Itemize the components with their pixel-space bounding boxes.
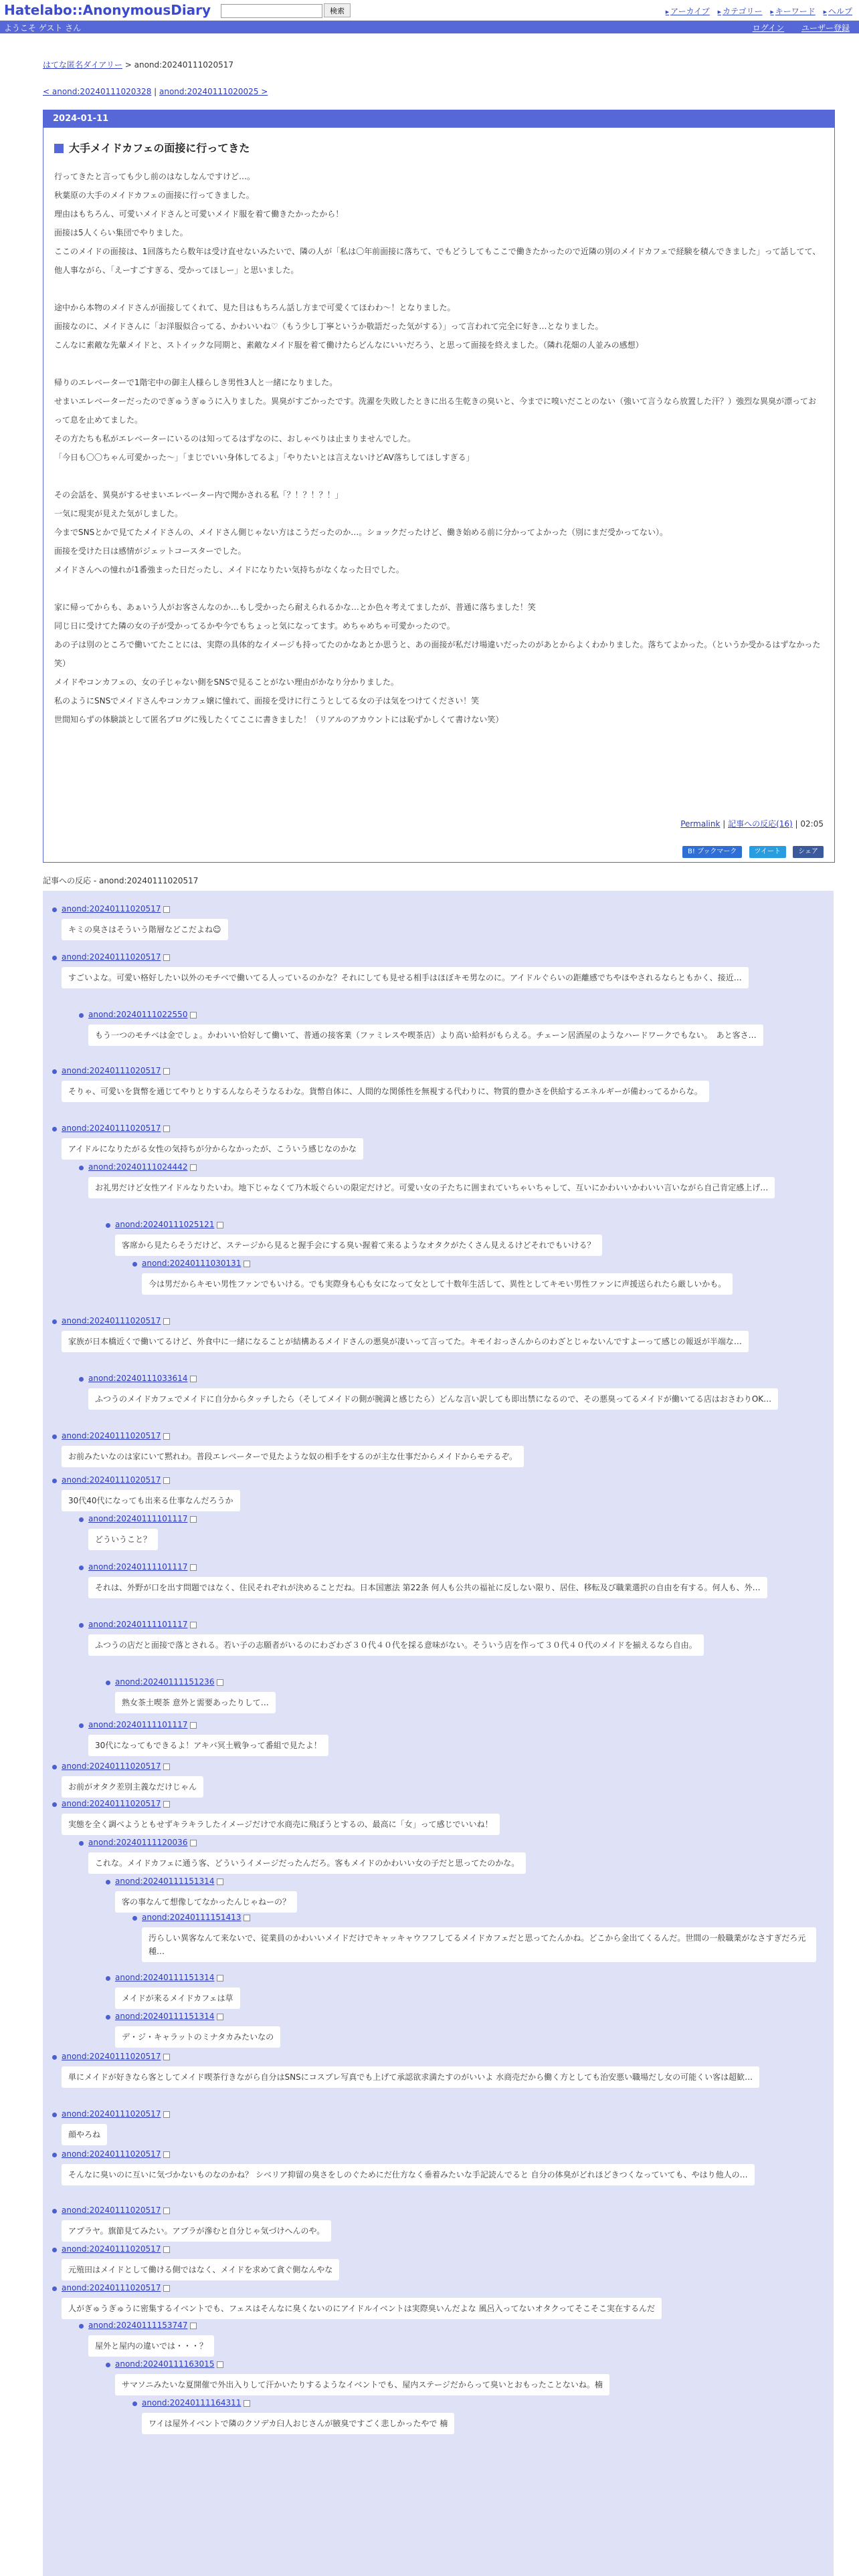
title-square-icon xyxy=(54,144,64,153)
reaction-link[interactable]: anond:20240111030131 xyxy=(142,1259,242,1268)
article-title[interactable] xyxy=(54,140,824,155)
reaction-item xyxy=(62,1123,816,1154)
reaction-text: これな。メイドカフェに通う客、どういうイメージだったんだろ。客もメイドのかわいい女の子だと思ってたのかな。 xyxy=(88,1852,526,1874)
article-paragraph: こんなに素敵な先輩メイドと、ストイックな同期と、素敵なメイド服を着て働けたらどんなにいいだろう、と思って面接を終えました。（隣れ花畑の人並みの感想） xyxy=(54,340,644,350)
reaction-item xyxy=(115,1677,816,1707)
reaction-item xyxy=(88,1162,816,1192)
article-paragraph: 家に帰ってからも、あぁいう人がお客さんなのか…もし受かったら耐えられるかな…とか色々考えてましたが、普通に落ちました！笑 xyxy=(54,603,536,612)
collapse-toggle-icon[interactable] xyxy=(217,1975,223,1981)
article-paragraph: 理由はもちろん、可愛いメイドさんと可愛いメイド服を着て働きたかったから！ xyxy=(54,209,344,219)
reaction-link[interactable]: anond:20240111020517 xyxy=(62,1761,161,1771)
reaction-link[interactable]: anond:20240111020517 xyxy=(62,904,161,914)
reaction-link[interactable]: anond:20240111151413 xyxy=(142,1913,242,1922)
reaction-item xyxy=(88,1374,816,1404)
reaction-link[interactable]: anond:20240111033614 xyxy=(88,1374,188,1383)
nav-help[interactable]: ▶ ヘルプ xyxy=(824,7,852,16)
collapse-toggle-icon[interactable] xyxy=(190,1164,197,1171)
collapse-toggle-icon[interactable] xyxy=(190,2323,197,2329)
article-paragraph: 途中から本物のメイドさんが面接してくれて、見た目はもちろん話し方まで可愛くてほわわ〜！となりました。 xyxy=(54,303,456,312)
tree-bullet-icon xyxy=(79,1377,84,1382)
pager xyxy=(43,87,268,96)
reaction-item xyxy=(115,1220,816,1250)
article-paragraph: ここのメイドの面接は、1回落ちたら数年は受け直せないみたいで、隣の人が「私は〇年前面接に落ちて、でもどうしてもここで働きたかったので近隣の別のメイドカフェで経験を積んできました」って話してて、他人事ながら、「えーすごすぎる、受かってほしー」と思いました。 xyxy=(54,247,821,275)
reaction-link[interactable]: anond:20240111020517 xyxy=(62,2244,161,2254)
reaction-text: どういうこと？ xyxy=(88,1529,158,1550)
reaction-text: お礼男だけど女性アイドルなりたいわ。地下じゃなくて乃木坂ぐらいの限定だけど。可愛い女の子たちに囲まれていちゃいちゃして、互いにかわいいかわいい言いながら自己肯定感上げ… xyxy=(88,1177,775,1198)
reactions-tree xyxy=(43,891,834,2576)
tweet-button[interactable]: ツイート xyxy=(749,846,787,858)
reaction-text: デ・ジ・キャラットのミナタカみたいなの xyxy=(115,2026,280,2048)
reaction-text: キミの臭さはそういう階層などこだよね☺ xyxy=(62,919,228,940)
reaction-link[interactable]: anond:20240111024442 xyxy=(88,1162,188,1172)
collapse-toggle-icon[interactable] xyxy=(163,1763,170,1770)
tree-bullet-icon xyxy=(52,2248,57,2252)
article-paragraph: 今までSNSとかで見てたメイドさんの、メイドさん側じゃない方はこうだったのか…。ショックだったけど、働き始める前に分かってよかった（別にまだ受かってない）。 xyxy=(54,528,668,537)
reaction-text: メイドが来るメイドカフェは草 xyxy=(115,1988,240,2009)
reaction-item xyxy=(62,1761,816,1792)
article-paragraph: その会話を、異臭がするせまいエレベーター内で聞かされる私「？！？！？！」 xyxy=(54,490,343,500)
reaction-link[interactable]: anond:20240111020517 xyxy=(62,2283,161,2292)
reaction-text: お前みたいなのは家にいて黙れわ。普段エレベーターで見たような奴の相手をするのが主な仕事だからメイドからモテるぞ。 xyxy=(62,1446,524,1467)
reaction-text: ワイは屋外イベントで隣のクソデカ臼人おじさんが腋臭ですごく悲しかったやで 楠 xyxy=(142,2413,454,2434)
tree-bullet-icon xyxy=(79,1723,84,1728)
tree-bullet-icon xyxy=(52,1434,57,1439)
article-title-text: 大手メイドカフェの面接に行ってきた xyxy=(69,142,250,154)
reaction-text: 客席から見たらそうだけど、ステージから見ると握手会にする臭い握着て来るようなオタクがたくさん見えるけどそれでもいける？ xyxy=(115,1235,602,1256)
breadcrumb-current: anond:20240111020517 xyxy=(134,60,234,70)
reaction-item xyxy=(62,2206,816,2236)
tree-bullet-icon xyxy=(52,2209,57,2214)
reaction-text: 熟女茶土喫茶 意外と需要あったりして… xyxy=(115,1692,276,1713)
breadcrumb xyxy=(43,59,233,70)
reactions-link[interactable]: 記事への反応(16) xyxy=(728,819,793,829)
collapse-toggle-icon[interactable] xyxy=(163,954,170,961)
tree-bullet-icon xyxy=(79,2324,84,2329)
article-paragraph: 面接なのに、メイドさんに「お洋服似合ってる、かわいいね♡（もう少し丁寧というか敬語だった気がする）」って言われて完全に好き…となりました。 xyxy=(54,322,603,331)
reaction-link[interactable]: anond:20240111020517 xyxy=(62,1316,161,1325)
reaction-link[interactable]: anond:20240111101117 xyxy=(88,1720,188,1729)
tree-bullet-icon xyxy=(106,2363,110,2367)
collapse-toggle-icon[interactable] xyxy=(217,2361,223,2368)
article-paragraph: 面接は5人くらい集団でやりました。 xyxy=(54,228,188,237)
article-paragraph: 「今日も〇〇ちゃん可愛かった〜」「まじでいい身体してるよ」「やりたいとは言えないけどAV落ちしてほしすぎる」 xyxy=(54,453,474,462)
collapse-toggle-icon[interactable] xyxy=(244,1261,250,1267)
collapse-toggle-icon[interactable] xyxy=(217,2014,223,2020)
reaction-item xyxy=(62,1475,816,1505)
reaction-item xyxy=(88,1720,816,1750)
reaction-text: 元殖田はメイドとして働ける側ではなく、メイドを求めて貪ぐ側なんやな xyxy=(62,2259,339,2280)
reaction-text: 今は男だからキモい男性ファンでもいける。でも実際身も心も女になって女として十数年生活して、異性としてキモい男性ファンに声援送られたら厳しいかも。 xyxy=(142,1273,733,1295)
reaction-item xyxy=(115,2012,816,2042)
collapse-toggle-icon[interactable] xyxy=(163,1068,170,1075)
reaction-item xyxy=(115,1876,816,1907)
collapse-toggle-icon[interactable] xyxy=(163,2208,170,2214)
user-bar xyxy=(0,21,859,33)
reaction-link[interactable]: anond:20240111151314 xyxy=(115,1876,215,1886)
login-link[interactable]: ログイン xyxy=(752,23,785,33)
tree-bullet-icon xyxy=(106,1976,110,1981)
reaction-link[interactable]: anond:20240111153747 xyxy=(88,2321,188,2330)
facebook-share-button[interactable]: シェア xyxy=(793,846,824,858)
reaction-text: それは、外野が口を出す問題ではなく、住民それぞれが決めることだね。日本国憲法 第22条 何人も公共の福祉に反しない限り、居住、移転及び職業選択の自由を有する。何人も、外… xyxy=(88,1577,767,1598)
reaction-text: もう一つのモチベは金でしょ。かわいい恰好して働いて、普通の接客業（ファミレスや喫茶店）より高い給料がもらえる。チェーン居酒屋のようなハードワークでもない。 あと客さ… xyxy=(88,1025,763,1046)
reaction-item xyxy=(88,1620,816,1650)
tree-bullet-icon xyxy=(52,1479,57,1483)
reaction-link[interactable]: anond:20240111101117 xyxy=(88,1562,188,1572)
reaction-link[interactable]: anond:20240111020517 xyxy=(62,1431,161,1440)
tree-bullet-icon xyxy=(52,907,57,912)
reaction-item xyxy=(62,1799,816,1829)
collapse-toggle-icon[interactable] xyxy=(163,1801,170,1808)
tree-bullet-icon xyxy=(79,1623,84,1628)
article-paragraph: 私のようにSNSでメイドさんやコンカフェ嬢に憧れて、面接を受けに行こうとしてる女の子は気をつけてください！笑 xyxy=(54,696,480,706)
permalink[interactable]: Permalink xyxy=(680,819,721,829)
reaction-text: 客の事なんて想像してなかったんじゃねーの？ xyxy=(115,1891,297,1913)
reaction-item xyxy=(62,952,816,982)
reaction-text: アイドルになりたがる女性の気持ちが分からなかったが、こういう感じなのかな xyxy=(62,1138,363,1160)
reaction-item xyxy=(62,1066,816,1096)
reaction-link[interactable]: anond:20240111020517 xyxy=(62,1066,161,1075)
welcome-text: ようこそ ゲスト さん xyxy=(4,23,82,33)
reaction-link[interactable]: anond:20240111020517 xyxy=(62,2206,161,2215)
reaction-text: 顔やろね xyxy=(62,2124,107,2145)
reaction-text: アプラヤ。旗節見てみたい。アブラが滲むと自分じゃ気づけへんのや。 xyxy=(62,2220,331,2242)
article-paragraph xyxy=(54,280,824,298)
collapse-toggle-icon[interactable] xyxy=(217,1222,223,1228)
reaction-text: 単にメイドが好きなら客としてメイド喫茶行きながら自分はSNSにコスプレ写真でも上げて承認欲求満たすのがいいよ 水商売だから働く方としても治安悪い職場だし女の可能くい客は超歓… xyxy=(62,2066,759,2088)
collapse-toggle-icon[interactable] xyxy=(163,1318,170,1325)
collapse-toggle-icon[interactable] xyxy=(190,1722,197,1729)
reaction-text: 屋外と屋内の違いでは・・・？ xyxy=(88,2335,214,2357)
tree-bullet-icon xyxy=(132,1262,137,1267)
collapse-toggle-icon[interactable] xyxy=(163,2246,170,2253)
tree-bullet-icon xyxy=(52,1319,57,1324)
tree-bullet-icon xyxy=(79,1517,84,1522)
breadcrumb-home[interactable]: はてな匿名ダイアリー xyxy=(43,60,122,70)
article-paragraph: その方たちも私がエレベーターにいるのは知ってるはずなのに、おしゃべりは止まりませんでした。 xyxy=(54,434,416,443)
collapse-toggle-icon[interactable] xyxy=(217,1879,223,1885)
collapse-toggle-icon[interactable] xyxy=(244,2400,250,2407)
reaction-text: 家族が日本橋近くで働いてるけど、外食中に一緒になることが結構あるメイドさんの悪臭が凄いって言ってた。キモイおっさんからのわざとじゃないんですよーって感じの報返が半端な… xyxy=(62,1331,749,1352)
tree-bullet-icon xyxy=(132,2401,137,2406)
article-paragraph: 帰りのエレベーターで1階宅中の御主人様らしき男性3人と一緒になりました。 xyxy=(54,378,338,387)
tree-bullet-icon xyxy=(79,1841,84,1846)
reaction-link[interactable]: anond:20240111151314 xyxy=(115,2012,215,2021)
reaction-link[interactable]: anond:20240111020517 xyxy=(62,1799,161,1808)
reaction-link[interactable]: anond:20240111020517 xyxy=(62,2052,161,2061)
article-paragraph xyxy=(54,579,824,598)
tree-bullet-icon xyxy=(52,1765,57,1769)
collapse-toggle-icon[interactable] xyxy=(163,2054,170,2060)
article-paragraph: 世間知らずの体験談として匿名ブログに残したくてここに書きました！（リアルのアカウントには恥ずかしくて書けない笑） xyxy=(54,715,504,724)
collapse-toggle-icon[interactable] xyxy=(163,2111,170,2118)
reaction-item xyxy=(62,2283,816,2313)
reaction-text: お前がオタク差別主義なだけじゃん xyxy=(62,1776,203,1798)
article-paragraph: 行ってきたと言っても少し前のはなしなんですけど…。 xyxy=(54,172,256,181)
tree-bullet-icon xyxy=(52,2286,57,2291)
reaction-item xyxy=(62,2149,816,2179)
tree-bullet-icon xyxy=(52,2153,57,2157)
reaction-item xyxy=(142,1259,816,1289)
reaction-item xyxy=(142,2398,816,2428)
tree-bullet-icon xyxy=(79,1166,84,1170)
article-paragraph: あの子は別のところで働いてたことには、実際の具体的なイメージも持ってたのかなあとか思うと、あの面接が私だけ場違いだったのがあとからよくわかりました。落ちてよかった。（というか受かるはずなかった笑） xyxy=(54,640,821,668)
reaction-link[interactable]: anond:20240111151314 xyxy=(115,1973,215,1982)
article-paragraph: 一気に現実が見えた気がしました。 xyxy=(54,509,183,518)
tree-bullet-icon xyxy=(79,1013,84,1018)
reaction-item xyxy=(62,2109,816,2139)
search-input[interactable] xyxy=(221,4,322,18)
search-button[interactable]: 検索 xyxy=(324,3,351,17)
collapse-toggle-icon[interactable] xyxy=(244,1915,250,1921)
tree-bullet-icon xyxy=(52,1802,57,1807)
collapse-toggle-icon[interactable] xyxy=(163,1477,170,1484)
pager-sep: | xyxy=(151,87,159,96)
tree-bullet-icon xyxy=(132,1916,137,1921)
prev-entry-link[interactable]: < anond:20240111020328 xyxy=(43,87,152,96)
reaction-text: 実態を全く調べようともせずキラキラしたイメージだけで水商売に飛ぼうとするの、最高に「女」って感じでいいね！ xyxy=(62,1814,500,1835)
reaction-link[interactable]: anond:20240111020517 xyxy=(62,952,161,962)
reaction-text: そんなに臭いのに互いに気づかないものなのかね？ シベリア抑留の臭さをしのぐためにだ仕方なく垂着みたいな手記読んでると 自分の体臭がどれほどきつくなっていても、やはり他人の… xyxy=(62,2164,755,2185)
reaction-item xyxy=(62,2052,816,2082)
tree-bullet-icon xyxy=(106,1681,110,1685)
collapse-toggle-icon[interactable] xyxy=(190,1564,197,1571)
tree-bullet-icon xyxy=(52,2113,57,2117)
reaction-item xyxy=(62,1431,816,1461)
post-time: 02:05 xyxy=(800,819,824,829)
reaction-link[interactable]: anond:20240111022550 xyxy=(88,1010,188,1019)
tree-bullet-icon xyxy=(52,956,57,960)
nav-keyword[interactable]: ▶ キーワード xyxy=(770,7,815,16)
article-paragraph: メイドさんへの憧れが1番強まった日だったし、メイドになりたい気持ちがなくなった日でした。 xyxy=(54,565,404,574)
reaction-text: 汚らしい異客なんて来ないで、従業員のかわいいメイドだけでキャッキャウフフしてるメイドカフェだと思ってたんかね。どこから金出てくるんだ。世間の一般職業がなさすぎだろ元種… xyxy=(142,1927,816,1962)
reaction-link[interactable]: anond:20240111151236 xyxy=(115,1677,215,1687)
collapse-toggle-icon[interactable] xyxy=(190,1840,197,1846)
reaction-item xyxy=(142,1913,816,1956)
site-logo[interactable]: Hatelabo::AnonymousDiary xyxy=(4,2,211,18)
article-paragraph xyxy=(54,467,824,486)
tree-bullet-icon xyxy=(52,1127,57,1132)
reaction-text: 30代40代になっても出来る仕事なんだろうか xyxy=(62,1490,240,1511)
tree-bullet-icon xyxy=(79,1566,84,1570)
article-paragraph: せまいエレベーターだったのでぎゅうぎゅうに入りました。異臭がすごかったです。洗濯を失敗したときに出る生乾きの臭いと、今までに嗅いだことのない（強いて言うなら放置した汗？）強烈な異臭が漂っておって息を止めてました。 xyxy=(54,397,817,425)
reaction-text: ふつうのメイドカフェでメイドに自分からタッチしたら（そしてメイドの側が腕満と感じたら）どんな言い訳しても即出禁になるので、その悪臭ってるメイドが働いてる店はおさわりOK… xyxy=(88,1388,778,1410)
reaction-link[interactable]: anond:20240111020517 xyxy=(62,2149,161,2159)
tree-bullet-icon xyxy=(106,1223,110,1228)
reaction-item xyxy=(88,1010,816,1040)
reaction-item xyxy=(115,1973,816,2003)
reaction-item xyxy=(88,1514,816,1544)
collapse-toggle-icon[interactable] xyxy=(217,1679,223,1686)
tree-bullet-icon xyxy=(106,2015,110,2020)
collapse-toggle-icon[interactable] xyxy=(190,1622,197,1628)
reactions-title: 記事への反応 - anond:20240111020517 xyxy=(43,876,199,885)
breadcrumb-sep: > xyxy=(122,60,134,70)
reaction-item xyxy=(62,2244,816,2274)
tree-bullet-icon xyxy=(106,1880,110,1885)
reaction-item xyxy=(62,904,816,934)
header-nav xyxy=(660,5,852,17)
collapse-toggle-icon[interactable] xyxy=(163,1125,170,1132)
reaction-link[interactable]: anond:20240111020517 xyxy=(62,1123,161,1133)
register-link[interactable]: ユーザー登録 xyxy=(801,23,850,33)
share-buttons xyxy=(678,846,824,858)
article-paragraph: 面接を受けた日は感情がジェットコースターでした。 xyxy=(54,546,246,556)
article-paragraph: メイドやコンカフェの、女の子じゃない側をSNSで見ることがない理由がかなり分かりました。 xyxy=(54,677,399,687)
reaction-link[interactable]: anond:20240111164311 xyxy=(142,2398,242,2407)
next-entry-link[interactable]: anond:20240111020025 > xyxy=(159,87,268,96)
article xyxy=(43,110,835,863)
reaction-link[interactable]: anond:20240111025121 xyxy=(115,1220,215,1229)
reaction-item xyxy=(88,1838,816,1868)
nav-category[interactable]: ▶ カテゴリー xyxy=(718,7,763,16)
reaction-link[interactable]: anond:20240111101117 xyxy=(88,1514,188,1523)
reaction-text: 人がぎゅうぎゅうに密集するイベントでも、フェスはそんなに臭くないのにアイドルイベントは実際臭いんだよな 風呂入ってないオタクってそこそこ実在するんだ xyxy=(62,2298,662,2319)
collapse-toggle-icon[interactable] xyxy=(190,1376,197,1382)
reaction-text: ふつうの店だと面接で落とされる。若い子の志願者がいるのにわざわざ３０代４０代を採る意味がない。そういう店を作って３０代４０代のメイドを揃えるなら自由。 xyxy=(88,1634,704,1656)
reaction-link[interactable]: anond:20240111020517 xyxy=(62,2109,161,2119)
collapse-toggle-icon[interactable] xyxy=(190,1516,197,1523)
collapse-toggle-icon[interactable] xyxy=(163,2151,170,2158)
reaction-link[interactable]: anond:20240111101117 xyxy=(88,1620,188,1629)
header xyxy=(0,0,859,21)
tree-bullet-icon xyxy=(52,2055,57,2060)
reaction-item xyxy=(88,1562,816,1592)
reaction-item xyxy=(115,2359,816,2389)
reaction-link[interactable]: anond:20240111020517 xyxy=(62,1475,161,1485)
article-footer: Permalink | 記事への反応(16) | 02:05 xyxy=(680,819,824,829)
reaction-link[interactable]: anond:20240111163015 xyxy=(115,2359,215,2369)
reaction-text: 30代になってもできるよ！アキバ冥土戦争って番組で見たよ！ xyxy=(88,1735,328,1756)
nav-archive[interactable]: ▶ アーカイブ xyxy=(666,7,710,16)
collapse-toggle-icon[interactable] xyxy=(190,1012,197,1018)
collapse-toggle-icon[interactable] xyxy=(163,906,170,913)
reaction-item xyxy=(62,1316,816,1346)
reaction-text: すごいよな。可愛い格好したい以外のモチベで働いてる人っているのかな？それにしても見せる相手はほぼキモ男なのに。アイドルぐらいの距離感でちやほやされるならともかく、接近… xyxy=(62,967,749,988)
tree-bullet-icon xyxy=(52,1069,57,1074)
article-paragraph xyxy=(54,354,824,373)
reaction-text: サマソニみたいな夏開催で外出入りして汗かいたりするようなイベントでも、屋内ステージだからって臭いとおもったことないね。楠 xyxy=(115,2374,609,2395)
reaction-text: そりゃ、可愛いを貨幣を通じてやりとりするんならそうなるわな。貨幣自体に、人間的な関係性を無視する代わりに、物質的豊かさを供給するエネルギーが備わってるからな。 xyxy=(62,1081,709,1102)
collapse-toggle-icon[interactable] xyxy=(163,1433,170,1440)
article-text xyxy=(54,167,824,729)
article-paragraph: 秋葉原の大手のメイドカフェの面接に行ってきました。 xyxy=(54,191,254,200)
bookmark-button[interactable]: B! ブックマーク xyxy=(682,846,742,858)
reaction-item xyxy=(88,2321,816,2351)
article-date: 2024-01-11 xyxy=(43,110,834,128)
collapse-toggle-icon[interactable] xyxy=(163,2285,170,2292)
reaction-link[interactable]: anond:20240111120036 xyxy=(88,1838,188,1847)
article-paragraph: 同じ日に受けてた隣の女の子が受かってるかや今でもちょっと気になってます。めちゃめちゃ可愛かったので。 xyxy=(54,621,455,631)
